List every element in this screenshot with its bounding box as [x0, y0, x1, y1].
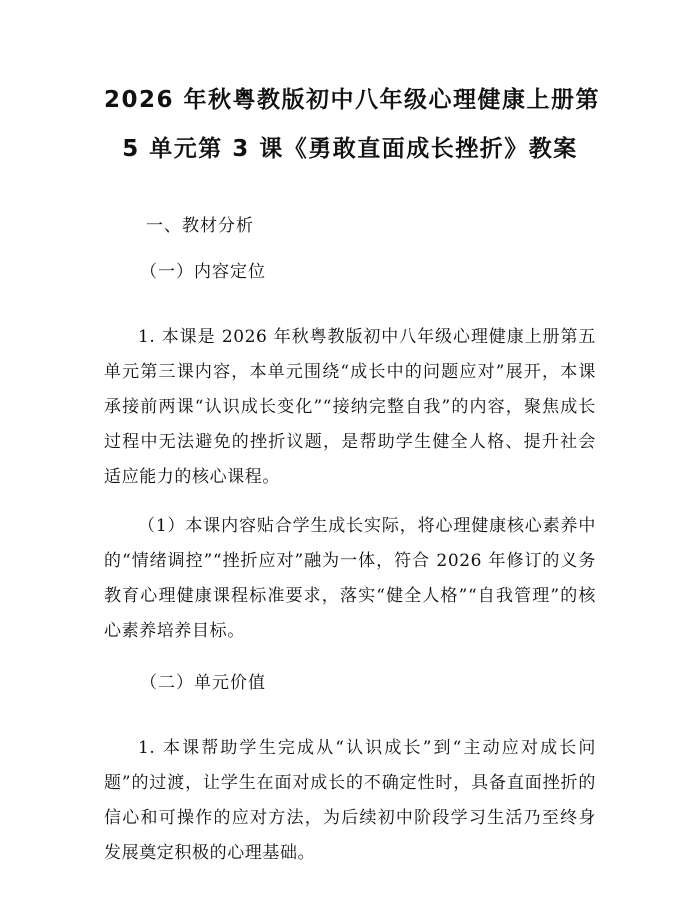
section-heading-teaching-material-analysis: 一、教材分析 — [146, 216, 254, 236]
document-title-line-2: 5 单元第 3 课《勇敢直面成长挫折》教案 — [122, 136, 578, 162]
document-title-line-1: 2026 年秋粤教版初中八年级心理健康上册第 — [104, 87, 601, 113]
paragraph-unit-value: 1. 本课帮助学生完成从“认识成长”到“主动应对成长问题”的过渡，让学生在面对成长的不确定性时，具备直面挫折的信心和可操作的应对方法，为后续初中阶段学习生活乃至终身发展奠定积极的心理基础。 — [104, 738, 596, 863]
document-title — [104, 0, 601, 174]
paragraph-course-overview: 1. 本课是 2026 年秋粤教版初中八年级心理健康上册第五单元第三课内容，本单元围绕“成长中的问题应对”展开，本课承接前两课“认识成长变化”“接纳完整自我”的内容，聚焦成长过程中无法避免的挫折议题，是帮助学生健全人格、提升社会适应能力的核心课程。 — [104, 327, 596, 487]
paragraph-core-literacy: （1）本课内容贴合学生成长实际，将心理健康核心素养中的“情绪调控”“挫折应对”融为一体，符合 2026 年修订的义务教育心理健康课程标准要求，落实“健全人格”“自我管理”的核心素养培养目标。 — [104, 516, 596, 641]
subsection-heading-unit-value: （二）单元价值 — [140, 673, 266, 693]
subsection-heading-content-positioning: （一）内容定位 — [140, 262, 266, 282]
